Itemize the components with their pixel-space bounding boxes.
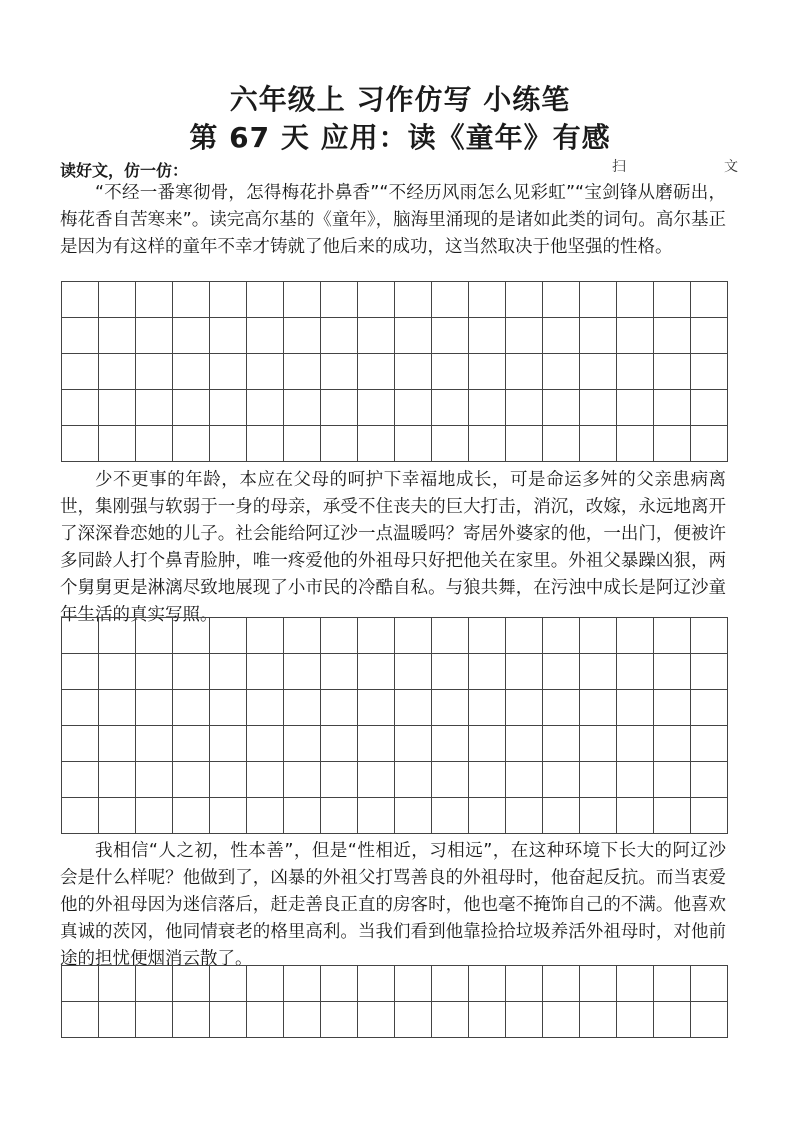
grid-cell[interactable] [395,282,432,318]
grid-cell[interactable] [210,654,247,690]
grid-cell[interactable] [321,618,358,654]
grid-cell[interactable] [432,690,469,726]
grid-cell[interactable] [62,390,99,426]
grid-cell[interactable] [358,282,395,318]
grid-cell[interactable] [506,690,543,726]
grid-cell[interactable] [580,1002,617,1038]
grid-cell[interactable] [247,618,284,654]
grid-cell[interactable] [580,690,617,726]
grid-cell[interactable] [321,726,358,762]
grid-cell[interactable] [654,690,691,726]
grid-cell[interactable] [358,966,395,1002]
grid-cell[interactable] [395,966,432,1002]
grid-cell[interactable] [506,390,543,426]
grid-cell[interactable] [395,354,432,390]
grid-cell[interactable] [321,1002,358,1038]
grid-cell[interactable] [210,762,247,798]
grid-cell[interactable] [617,390,654,426]
grid-cell[interactable] [543,726,580,762]
grid-cell[interactable] [543,1002,580,1038]
grid-cell[interactable] [617,762,654,798]
grid-cell[interactable] [691,426,728,462]
grid-cell[interactable] [469,426,506,462]
grid-cell[interactable] [469,318,506,354]
grid-cell[interactable] [358,654,395,690]
grid-cell[interactable] [617,798,654,834]
grid-cell[interactable] [358,798,395,834]
grid-cell[interactable] [136,1002,173,1038]
grid-cell[interactable] [173,762,210,798]
grid-cell[interactable] [247,1002,284,1038]
grid-cell[interactable] [136,282,173,318]
grid-cell[interactable] [99,726,136,762]
grid-cell[interactable] [136,318,173,354]
grid-cell[interactable] [691,690,728,726]
grid-cell[interactable] [543,354,580,390]
grid-cell[interactable] [247,390,284,426]
grid-cell[interactable] [580,798,617,834]
grid-cell[interactable] [321,762,358,798]
grid-cell[interactable] [173,426,210,462]
grid-cell[interactable] [62,966,99,1002]
grid-cell[interactable] [432,618,469,654]
grid-cell[interactable] [654,426,691,462]
grid-cell[interactable] [210,966,247,1002]
grid-cell[interactable] [432,726,469,762]
grid-cell[interactable] [284,726,321,762]
grid-cell[interactable] [210,282,247,318]
grid-cell[interactable] [654,390,691,426]
grid-cell[interactable] [654,1002,691,1038]
grid-cell[interactable] [321,690,358,726]
grid-cell[interactable] [506,282,543,318]
grid-cell[interactable] [654,618,691,654]
grid-cell[interactable] [99,390,136,426]
grid-cell[interactable] [543,966,580,1002]
grid-cell[interactable] [62,726,99,762]
grid-cell[interactable] [432,426,469,462]
grid-cell[interactable] [173,354,210,390]
grid-cell[interactable] [580,354,617,390]
grid-cell[interactable] [136,426,173,462]
grid-cell[interactable] [654,762,691,798]
grid-cell[interactable] [62,690,99,726]
grid-cell[interactable] [395,798,432,834]
grid-cell[interactable] [62,762,99,798]
grid-cell[interactable] [173,654,210,690]
grid-cell[interactable] [247,762,284,798]
grid-cell[interactable] [506,798,543,834]
grid-cell[interactable] [691,966,728,1002]
grid-cell[interactable] [99,1002,136,1038]
grid-cell[interactable] [99,282,136,318]
grid-cell[interactable] [691,762,728,798]
grid-cell[interactable] [321,654,358,690]
grid-cell[interactable] [210,354,247,390]
grid-cell[interactable] [432,390,469,426]
grid-cell[interactable] [358,726,395,762]
grid-cell[interactable] [136,966,173,1002]
grid-cell[interactable] [580,654,617,690]
grid-cell[interactable] [62,282,99,318]
grid-cell[interactable] [580,426,617,462]
grid-cell[interactable] [506,654,543,690]
grid-cell[interactable] [321,390,358,426]
grid-cell[interactable] [654,354,691,390]
grid-cell[interactable] [617,966,654,1002]
grid-cell[interactable] [284,966,321,1002]
grid-cell[interactable] [321,798,358,834]
grid-cell[interactable] [469,798,506,834]
grid-cell[interactable] [469,390,506,426]
scan-watermark [612,156,738,176]
grid-cell[interactable] [173,282,210,318]
grid-cell[interactable] [469,1002,506,1038]
paragraph-2: 少不更事的年龄，本应在父母的呵护下幸福地成长，可是命运多舛的父亲患病离世，集刚强与软弱于一身的母亲，承受不住丧夫的巨大打击，消沉，改嫁，永远地离开了深深眷恋她的儿子。社会能给阿辽沙一点温暖吗？寄居外婆家的他，一出门，便被许多同龄人打个鼻青脸肿，唯一疼爱他的外祖母只好把他关在家里。外祖父暴躁凶狠，两个舅舅更是淋漓尽致地展现了小市民的冷酷自私。与狼共舞，在污浊中成长是阿辽沙童年生活的真实写照。 [60,470,726,625]
grid-cell[interactable] [691,618,728,654]
grid-cell[interactable] [506,318,543,354]
grid-cell[interactable] [210,726,247,762]
grid-cell[interactable] [284,426,321,462]
grid-cell[interactable] [99,762,136,798]
grid-cell[interactable] [506,762,543,798]
grid-cell[interactable] [617,1002,654,1038]
scan-watermark-left: 扫 [612,159,626,175]
grid-cell[interactable] [173,618,210,654]
grid-cell[interactable] [321,426,358,462]
grid-cell[interactable] [654,798,691,834]
grid-cell[interactable] [617,426,654,462]
grid-cell[interactable] [173,318,210,354]
grid-cell[interactable] [99,618,136,654]
grid-cell[interactable] [432,654,469,690]
grid-cell[interactable] [691,798,728,834]
grid-cell[interactable] [136,690,173,726]
grid-cell[interactable] [136,618,173,654]
grid-cell[interactable] [247,318,284,354]
grid-cell[interactable] [506,966,543,1002]
grid-cell[interactable] [62,1002,99,1038]
grid-cell[interactable] [173,798,210,834]
grid-cell[interactable] [284,390,321,426]
grid-cell[interactable] [691,1002,728,1038]
grid-cell[interactable] [543,426,580,462]
grid-cell[interactable] [358,762,395,798]
grid-cell[interactable] [506,726,543,762]
grid-cell[interactable] [395,762,432,798]
grid-cell[interactable] [247,282,284,318]
grid-cell[interactable] [395,618,432,654]
grid-cell[interactable] [321,318,358,354]
grid-cell[interactable] [210,318,247,354]
grid-cell[interactable] [432,354,469,390]
grid-cell[interactable] [691,390,728,426]
grid-cell[interactable] [358,390,395,426]
grid-cell[interactable] [358,618,395,654]
grid-cell[interactable] [210,1002,247,1038]
grid-cell[interactable] [358,426,395,462]
grid-cell[interactable] [99,690,136,726]
grid-cell[interactable] [99,798,136,834]
grid-cell[interactable] [62,618,99,654]
grid-cell[interactable] [543,690,580,726]
grid-cell[interactable] [136,654,173,690]
grid-cell[interactable] [99,318,136,354]
paragraph-1: “不经一番寒彻骨，怎得梅花扑鼻香”“不经历风雨怎么见彩虹”“宝剑锋从磨砺出，梅花香自苦寒来”。读完高尔基的《童年》，脑海里涌现的是诸如此类的词句。高尔基正是因为有这样的童年不幸才铸就了他后来的成功，这当然取决于他坚强的性格。 [60,183,726,257]
grid-cell[interactable] [173,726,210,762]
grid-cell[interactable] [543,654,580,690]
grid-cell[interactable] [543,282,580,318]
writing-grid-3[interactable] [61,965,728,1038]
page-subtitle: 第 67 天 应用：读《童年》有感 [189,121,611,154]
grid-cell[interactable] [62,318,99,354]
grid-cell[interactable] [543,798,580,834]
grid-cell[interactable] [654,726,691,762]
grid-cell[interactable] [691,282,728,318]
grid-cell[interactable] [617,318,654,354]
grid-cell[interactable] [691,354,728,390]
grid-cell[interactable] [173,690,210,726]
grid-cell[interactable] [210,798,247,834]
grid-cell[interactable] [136,798,173,834]
grid-cell[interactable] [210,390,247,426]
grid-cell[interactable] [617,282,654,318]
grid-cell[interactable] [580,726,617,762]
grid-cell[interactable] [247,654,284,690]
grid-cell[interactable] [395,690,432,726]
grid-cell[interactable] [247,426,284,462]
grid-cell[interactable] [654,654,691,690]
grid-cell[interactable] [173,390,210,426]
grid-cell[interactable] [543,318,580,354]
writing-grid-2[interactable] [61,617,728,834]
grid-cell[interactable] [469,354,506,390]
grid-cell[interactable] [358,318,395,354]
grid-cell[interactable] [432,762,469,798]
grid-cell[interactable] [136,762,173,798]
grid-cell[interactable] [506,1002,543,1038]
writing-grid-1[interactable] [61,281,728,462]
grid-cell[interactable] [284,318,321,354]
grid-cell[interactable] [173,966,210,1002]
grid-cell[interactable] [62,426,99,462]
grid-cell[interactable] [136,726,173,762]
grid-cell[interactable] [99,654,136,690]
grid-cell[interactable] [617,690,654,726]
grid-cell[interactable] [543,618,580,654]
grid-cell[interactable] [284,690,321,726]
paragraph-3: 我相信“人之初，性本善”，但是“性相近，习相远”，在这种环境下长大的阿辽沙会是什么样呢？他做到了，凶暴的外祖父打骂善良的外祖母时，他奋起反抗。而当衷爱他的外祖母因为迷信落后，赶走善良正直的房客时，他也毫不掩饰自己的不满。他喜欢真诚的茨冈，他同情衰老的格里高利。当我们看到他靠捡拾垃圾养活外祖母时，对他前途的担忧便烟消云散了。 [60,841,726,969]
grid-cell[interactable] [62,654,99,690]
grid-cell[interactable] [136,390,173,426]
grid-cell[interactable] [654,282,691,318]
grid-cell[interactable] [395,654,432,690]
page-title: 六年级上 习作仿写 小练笔 [229,83,571,116]
grid-cell[interactable] [395,726,432,762]
grid-cell[interactable] [432,282,469,318]
grid-cell[interactable] [284,1002,321,1038]
grid-cell[interactable] [506,426,543,462]
grid-cell[interactable] [247,726,284,762]
grid-cell[interactable] [210,690,247,726]
grid-cell[interactable] [247,354,284,390]
grid-cell[interactable] [469,966,506,1002]
grid-cell[interactable] [99,426,136,462]
grid-cell[interactable] [654,318,691,354]
grid-cell[interactable] [62,798,99,834]
grid-cell[interactable] [691,318,728,354]
grid-cell[interactable] [395,1002,432,1038]
grid-cell[interactable] [580,282,617,318]
grid-cell[interactable] [617,726,654,762]
grid-cell[interactable] [321,282,358,318]
grid-cell[interactable] [432,798,469,834]
grid-cell[interactable] [358,690,395,726]
grid-cell[interactable] [506,354,543,390]
grid-cell[interactable] [247,966,284,1002]
grid-cell[interactable] [580,762,617,798]
grid-cell[interactable] [469,282,506,318]
grid-cell[interactable] [543,762,580,798]
grid-cell[interactable] [469,654,506,690]
grid-cell[interactable] [247,690,284,726]
grid-cell[interactable] [580,966,617,1002]
grid-cell[interactable] [247,798,284,834]
grid-cell[interactable] [580,318,617,354]
grid-cell[interactable] [321,966,358,1002]
grid-cell[interactable] [136,354,173,390]
grid-cell[interactable] [432,966,469,1002]
grid-cell[interactable] [543,390,580,426]
grid-cell[interactable] [284,618,321,654]
grid-cell[interactable] [432,318,469,354]
grid-cell[interactable] [469,690,506,726]
grid-cell[interactable] [62,354,99,390]
grid-cell[interactable] [395,390,432,426]
grid-cell[interactable] [580,390,617,426]
scan-watermark-right: 文 [724,159,738,175]
grid-cell[interactable] [691,726,728,762]
section-label: 读好文，仿一仿： [60,161,189,180]
grid-cell[interactable] [284,354,321,390]
grid-cell[interactable] [99,354,136,390]
grid-cell[interactable] [210,618,247,654]
grid-cell[interactable] [469,618,506,654]
grid-cell[interactable] [654,966,691,1002]
grid-cell[interactable] [691,654,728,690]
grid-cell[interactable] [432,1002,469,1038]
grid-cell[interactable] [617,618,654,654]
grid-cell[interactable] [358,354,395,390]
grid-cell[interactable] [284,798,321,834]
grid-cell[interactable] [358,1002,395,1038]
grid-cell[interactable] [617,354,654,390]
grid-cell[interactable] [99,966,136,1002]
grid-cell[interactable] [284,282,321,318]
grid-cell[interactable] [580,618,617,654]
grid-cell[interactable] [506,618,543,654]
grid-cell[interactable] [284,654,321,690]
grid-cell[interactable] [284,762,321,798]
grid-cell[interactable] [469,726,506,762]
grid-cell[interactable] [321,354,358,390]
grid-cell[interactable] [469,762,506,798]
grid-cell[interactable] [617,654,654,690]
grid-cell[interactable] [395,426,432,462]
grid-cell[interactable] [173,1002,210,1038]
grid-cell[interactable] [210,426,247,462]
grid-cell[interactable] [395,318,432,354]
